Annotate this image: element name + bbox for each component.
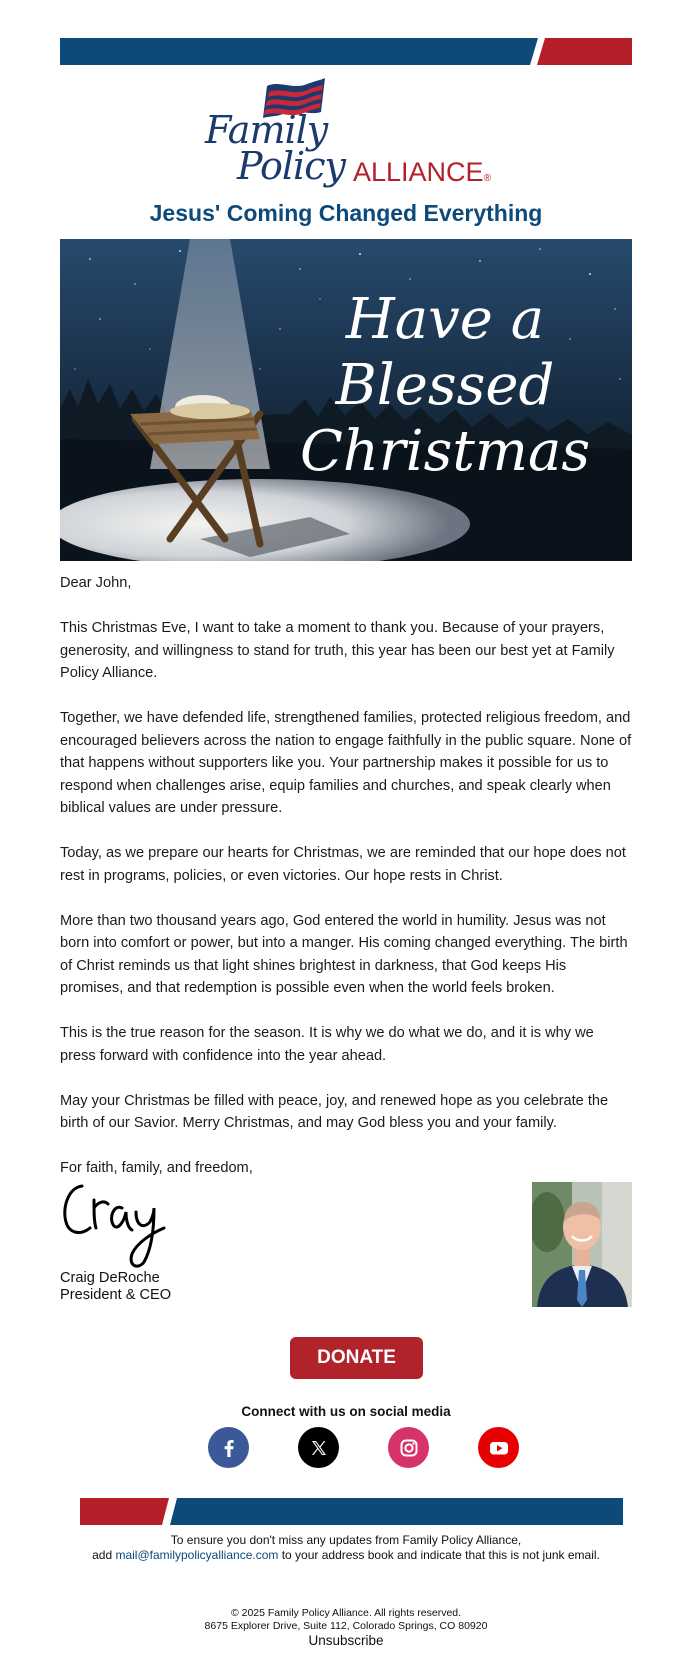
paragraph: This Christmas Eve, I want to take a moment to thank you. Because of your prayers, generosity, and willingness to stand for truth, this year has been our best yet at Family Policy Alliance. [60,620,615,681]
paragraph: More than two thousand years ago, God entered the world in humility. Jesus was not born into comfort or power, but into a manger. His coming changed everything. The birth of Christ reminds us that light shines brightest in darkness, that God keeps His promises, and that redemption is possible even when the world feels broken. [60,912,628,996]
social-heading: Connect with us on social media [241,1404,451,1419]
youtube-icon[interactable] [478,1427,519,1468]
donate-button[interactable]: DONATE [290,1337,423,1379]
bottom-banner-stripe [80,1498,623,1525]
instagram-icon[interactable] [388,1427,429,1468]
signer-title: President & CEO [60,1287,172,1303]
logo-word-family: Family [205,108,328,152]
top-banner-stripe [60,38,632,65]
email-link[interactable]: mail@familypolicyalliance.com [115,1548,279,1562]
footer-note-line2: add mail@familypolicyalliance.com to your address book and indicate that this is not junk email. [92,1548,600,1562]
christmas-hero-image[interactable] [60,239,632,561]
paragraph: This is the true reason for the season. It is why we do what we do, and it is why we press forward with confidence into the year ahead. [60,1025,594,1064]
paragraph: May your Christmas be filled with peace, joy, and renewed hope as you celebrate the birth of our Savior. Merry Christmas, and may God bless you and your family. [60,1092,609,1131]
facebook-icon[interactable] [208,1427,249,1468]
email-headline: Jesus' Coming Changed Everything [149,200,543,226]
family-policy-alliance-logo[interactable] [205,74,495,194]
social-links [0,1427,700,1469]
copyright-text: © 2025 Family Policy Alliance. All rights reserved. [230,1607,462,1619]
footer-note [60,1533,632,1563]
footer-note-line1: To ensure you don't miss any updates from Family Policy Alliance, [170,1533,522,1547]
x-icon[interactable] [298,1427,339,1468]
logo-word-alliance: ALLIANCE® [353,157,491,187]
copyright-block [60,1607,632,1633]
handwritten-signature [60,1178,170,1270]
signer-name: Craig DeRoche [60,1270,160,1286]
signature-block [60,1178,260,1308]
logo-word-policy: Policy [237,144,345,188]
letter-body [60,572,632,1202]
hero-greeting: Have a Blessed Christmas [300,287,591,484]
unsubscribe-link[interactable]: Unsubscribe [308,1633,384,1648]
paragraph: Today, as we prepare our hearts for Christmas, we are reminded that our hope does not rest in programs, policies, or even victories. Our hope rests in Christ. [60,845,626,884]
closing: For faith, family, and freedom, [60,1160,253,1176]
paragraph: Together, we have defended life, strengthened families, protected religious freedom, and encouraged believers across the nation to engage faithfully in the public square. None of that happens without supporters like you. Your partnership makes it possible for us to respond when challenges arise, equip families and churches, and speak clearly when biblical values are under pressure. [60,710,632,816]
signer-portrait [532,1182,632,1307]
greeting: Dear John, [60,575,132,591]
mailing-address: 8675 Explorer Drive, Suite 112, Colorado Springs, CO 80920 [204,1620,488,1632]
